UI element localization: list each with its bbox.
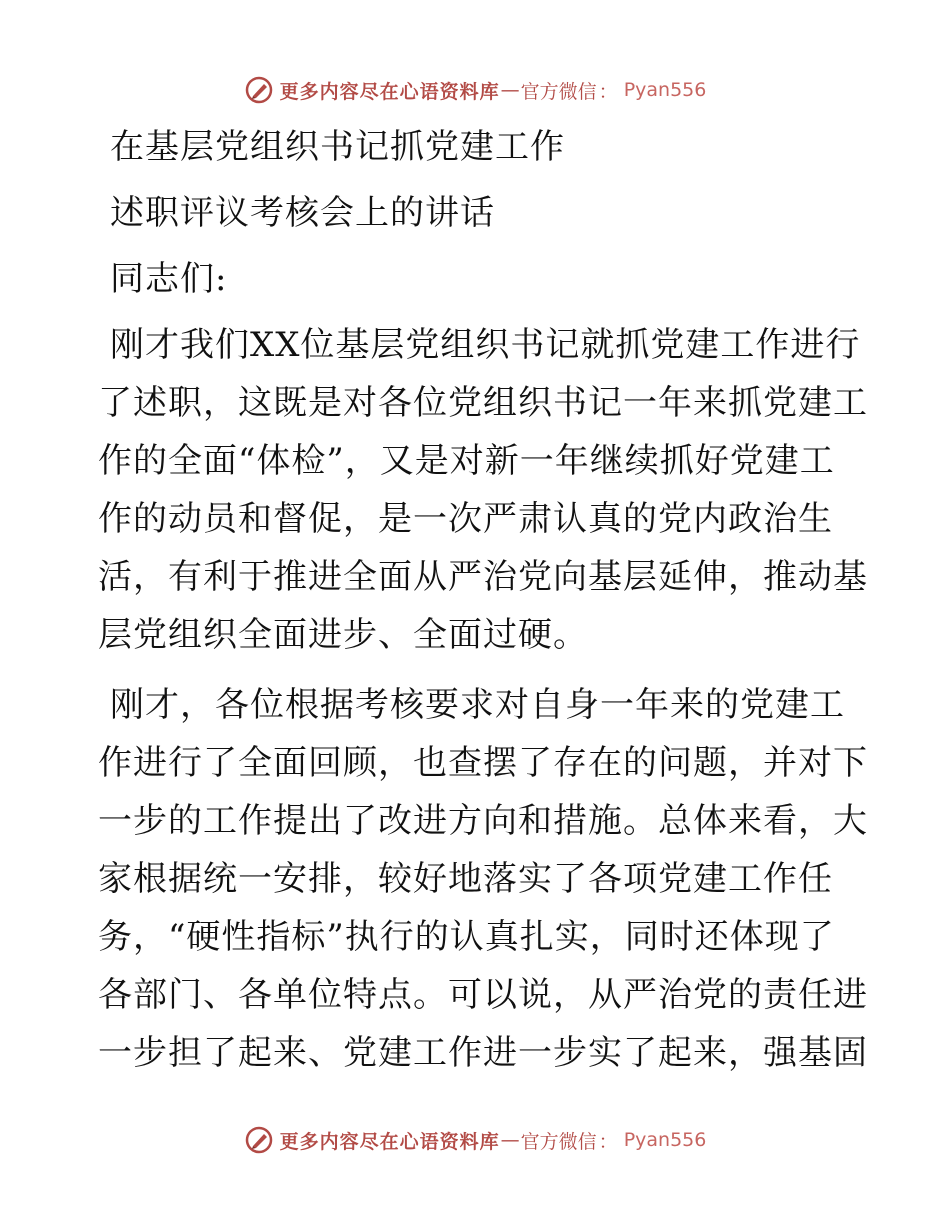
- paragraph-line: 刚才我们XX位基层党组织书记就抓党建工作进行: [110, 325, 861, 365]
- watermark-brand: 更多内容尽在心语资料库: [279, 80, 500, 103]
- watermark-separator: ：: [598, 1130, 618, 1153]
- paragraph-line: 作的动员和督促，是一次严肃认真的党内政治生: [98, 499, 833, 539]
- pen-logo-icon: [244, 1125, 274, 1155]
- watermark-wechat-id: Pyan556: [623, 79, 707, 101]
- footer-watermark: [0, 1122, 950, 1158]
- document-body: [98, 118, 868, 1082]
- paragraph-line: 刚才，各位根据考核要求对自身一年来的党建工: [110, 685, 845, 725]
- paragraph-line: 作的全面“体检”，又是对新一年继续抓好党建工: [98, 441, 835, 481]
- paragraph-line: 一步的工作提出了改进方向和措施。总体来看，大: [98, 801, 868, 841]
- paragraph-line: 了述职，这既是对各位党组织书记一年来抓党建工: [98, 383, 868, 423]
- paragraph-1: [98, 316, 868, 664]
- paragraph-line: 各部门、各单位特点。可以说，从严治党的责任进: [98, 975, 868, 1015]
- watermark-dash: —: [500, 79, 520, 101]
- watermark-official: 官方微信: [520, 1130, 597, 1153]
- watermark-dash: —: [500, 1129, 520, 1151]
- pen-logo-icon: [244, 75, 274, 105]
- paragraph-line: 作进行了全面回顾，也查摆了存在的问题，并对下: [98, 743, 868, 783]
- paragraph-line: 家根据统一安排，较好地落实了各项党建工作任: [98, 859, 833, 899]
- watermark-separator: ：: [598, 80, 618, 103]
- paragraph-line: 层党组织全面进步、全面过硬。: [98, 615, 588, 655]
- paragraph-line: 一步担了起来、党建工作进一步实了起来，强基固: [98, 1033, 868, 1073]
- title-line-2: 述职评议考核会上的讲话: [110, 193, 495, 233]
- paragraph-line: 务，“硬性指标”执行的认真扎实，同时还体现了: [98, 917, 835, 957]
- paragraph-line: 活，有利于推进全面从严治党向基层延伸，推动基: [98, 557, 868, 597]
- paragraph-2: [98, 676, 868, 1082]
- title-line-1: 在基层党组织书记抓党建工作: [110, 127, 565, 167]
- greeting: 同志们:: [110, 259, 228, 299]
- header-watermark: [0, 72, 950, 108]
- watermark-official: 官方微信: [520, 80, 597, 103]
- watermark-brand: 更多内容尽在心语资料库: [279, 1130, 500, 1153]
- watermark-wechat-id: Pyan556: [623, 1129, 707, 1151]
